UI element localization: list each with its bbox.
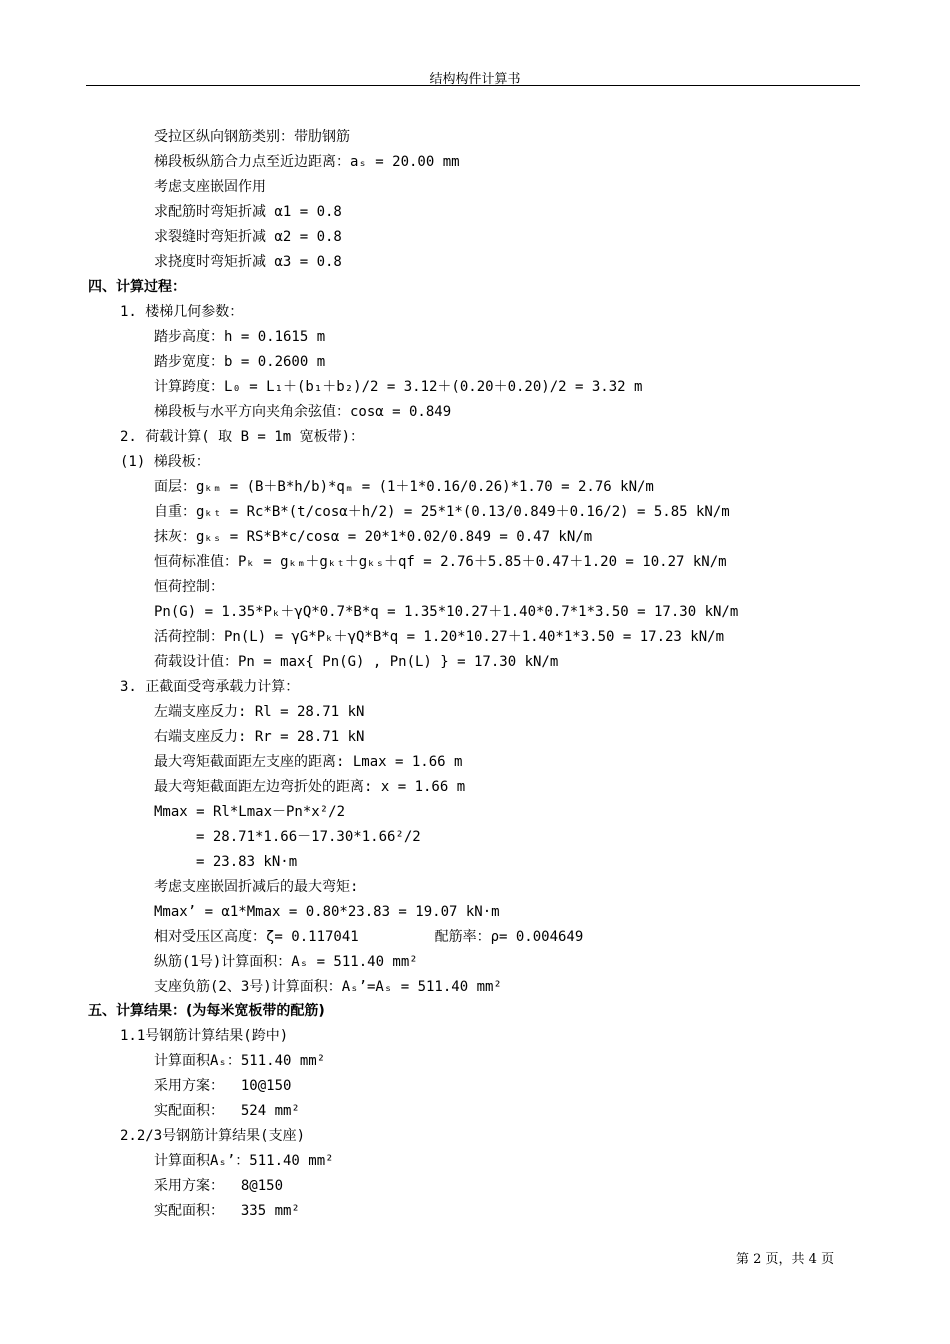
text-line: Mmax’ = α1*Mmax = 0.80*23.83 = 19.07 kN·m [154,904,500,920]
page-number: 第 2 页，共 4 页 [736,1252,835,1267]
text-line: 考虑支座嵌固折减后的最大弯矩: [154,879,359,895]
section-heading: 四、计算过程： [88,279,186,295]
text-line: 纵筋(1号)计算面积：Aₛ = 511.40 mm² [154,954,418,970]
text-line: 踏步高度：h = 0.1615 m [154,329,326,345]
text-line: 面层：gₖₘ = (B＋B*h/b)*qₘ = (1＋1*0.16/0.26)*1.70 = 2.76 kN/m [154,479,654,495]
text-line: 采用方案： 10@150 [154,1078,292,1094]
text-line: 活荷控制：Pn(L) = γG*Pₖ＋γQ*B*q = 1.20*10.27＋1.40*1*3.50 = 17.23 kN/m [154,629,725,645]
text-line: Pn(G) = 1.35*Pₖ＋γQ*0.7*B*q = 1.35*10.27＋1.40*0.7*1*3.50 = 17.30 kN/m [154,604,739,620]
text-line: 右端支座反力: Rr = 28.71 kN [154,729,365,745]
text-line: 求裂缝时弯矩折减 α2 = 0.8 [154,229,342,245]
text-line: = 28.71*1.66－17.30*1.66²/2 [196,829,421,845]
text-line: 左端支座反力: Rl = 28.71 kN [154,704,365,720]
text-line: 受拉区纵向钢筋类别：带肋钢筋 [154,129,350,145]
text-line: 计算面积Aₛ’：511.40 mm² [154,1153,334,1169]
text-line: 最大弯矩截面距左边弯折处的距离: x = 1.66 m [154,779,466,795]
text-line: 计算面积Aₛ：511.40 mm² [154,1053,326,1069]
subsection-heading: 1. 楼梯几何参数： [120,304,244,320]
text-line: 自重：gₖₜ = Rc*B*(t/cosα＋h/2) = 25*1*(0.13/0.849＋0.16/2) = 5.85 kN/m [154,504,730,520]
text-line: 采用方案： 8@150 [154,1178,284,1194]
subsection-heading: 2. 荷载计算( 取 B = 1m 宽板带)： [120,429,365,445]
text-line: 实配面积： 335 mm² [154,1203,300,1219]
text-line: 求配筋时弯矩折减 α1 = 0.8 [154,204,342,220]
text-line: 梯段板纵筋合力点至近边距离：aₛ = 20.00 mm [154,154,460,170]
header-divider [86,85,860,86]
text-line: 支座负筋(2、3号)计算面积：Aₛ’=Aₛ = 511.40 mm² [154,979,502,995]
text-line: = 23.83 kN·m [196,854,298,870]
text-line: 荷载设计值：Pn = max{ Pn(G) , Pn(L) } = 17.30 kN/m [154,654,559,670]
text-line: 抹灰：gₖₛ = RS*B*c/cosα = 20*1*0.02/0.849 = 0.47 kN/m [154,529,593,545]
text-line: 梯段板与水平方向夹角余弦值：cosα = 0.849 [154,404,452,420]
subsection-heading: 1.1号钢筋计算结果(跨中) [120,1028,289,1044]
text-line: 相对受压区高度：ζ= 0.117041 配筋率：ρ= 0.004649 [154,929,584,945]
subsection-heading: (1) 梯段板： [120,454,210,470]
text-line: 恒荷控制： [154,579,224,595]
text-line: 恒荷标准值：Pₖ = gₖₘ＋gₖₜ＋gₖₛ＋qf = 2.76＋5.85＋0.47＋1.20 = 10.27 kN/m [154,554,727,570]
text-line: 踏步宽度：b = 0.2600 m [154,354,326,370]
subsection-heading: 2.2/3号钢筋计算结果(支座) [120,1128,306,1144]
page-header-title: 结构构件计算书 [429,72,521,87]
text-line: 考虑支座嵌固作用 [154,179,266,195]
text-line: 最大弯矩截面距左支座的距离: Lmax = 1.66 m [154,754,463,770]
subsection-heading: 3. 正截面受弯承载力计算： [120,679,300,695]
text-line: 求挠度时弯矩折减 α3 = 0.8 [154,254,342,270]
text-line: 实配面积： 524 mm² [154,1103,300,1119]
section-heading: 五、计算结果：(为每米宽板带的配筋) [88,1003,325,1019]
text-line: 计算跨度：L₀ = L₁＋(b₁＋b₂)/2 = 3.12＋(0.20＋0.20)/2 = 3.32 m [154,379,643,395]
text-line: Mmax = Rl*Lmax－Pn*x²/2 [154,804,346,820]
